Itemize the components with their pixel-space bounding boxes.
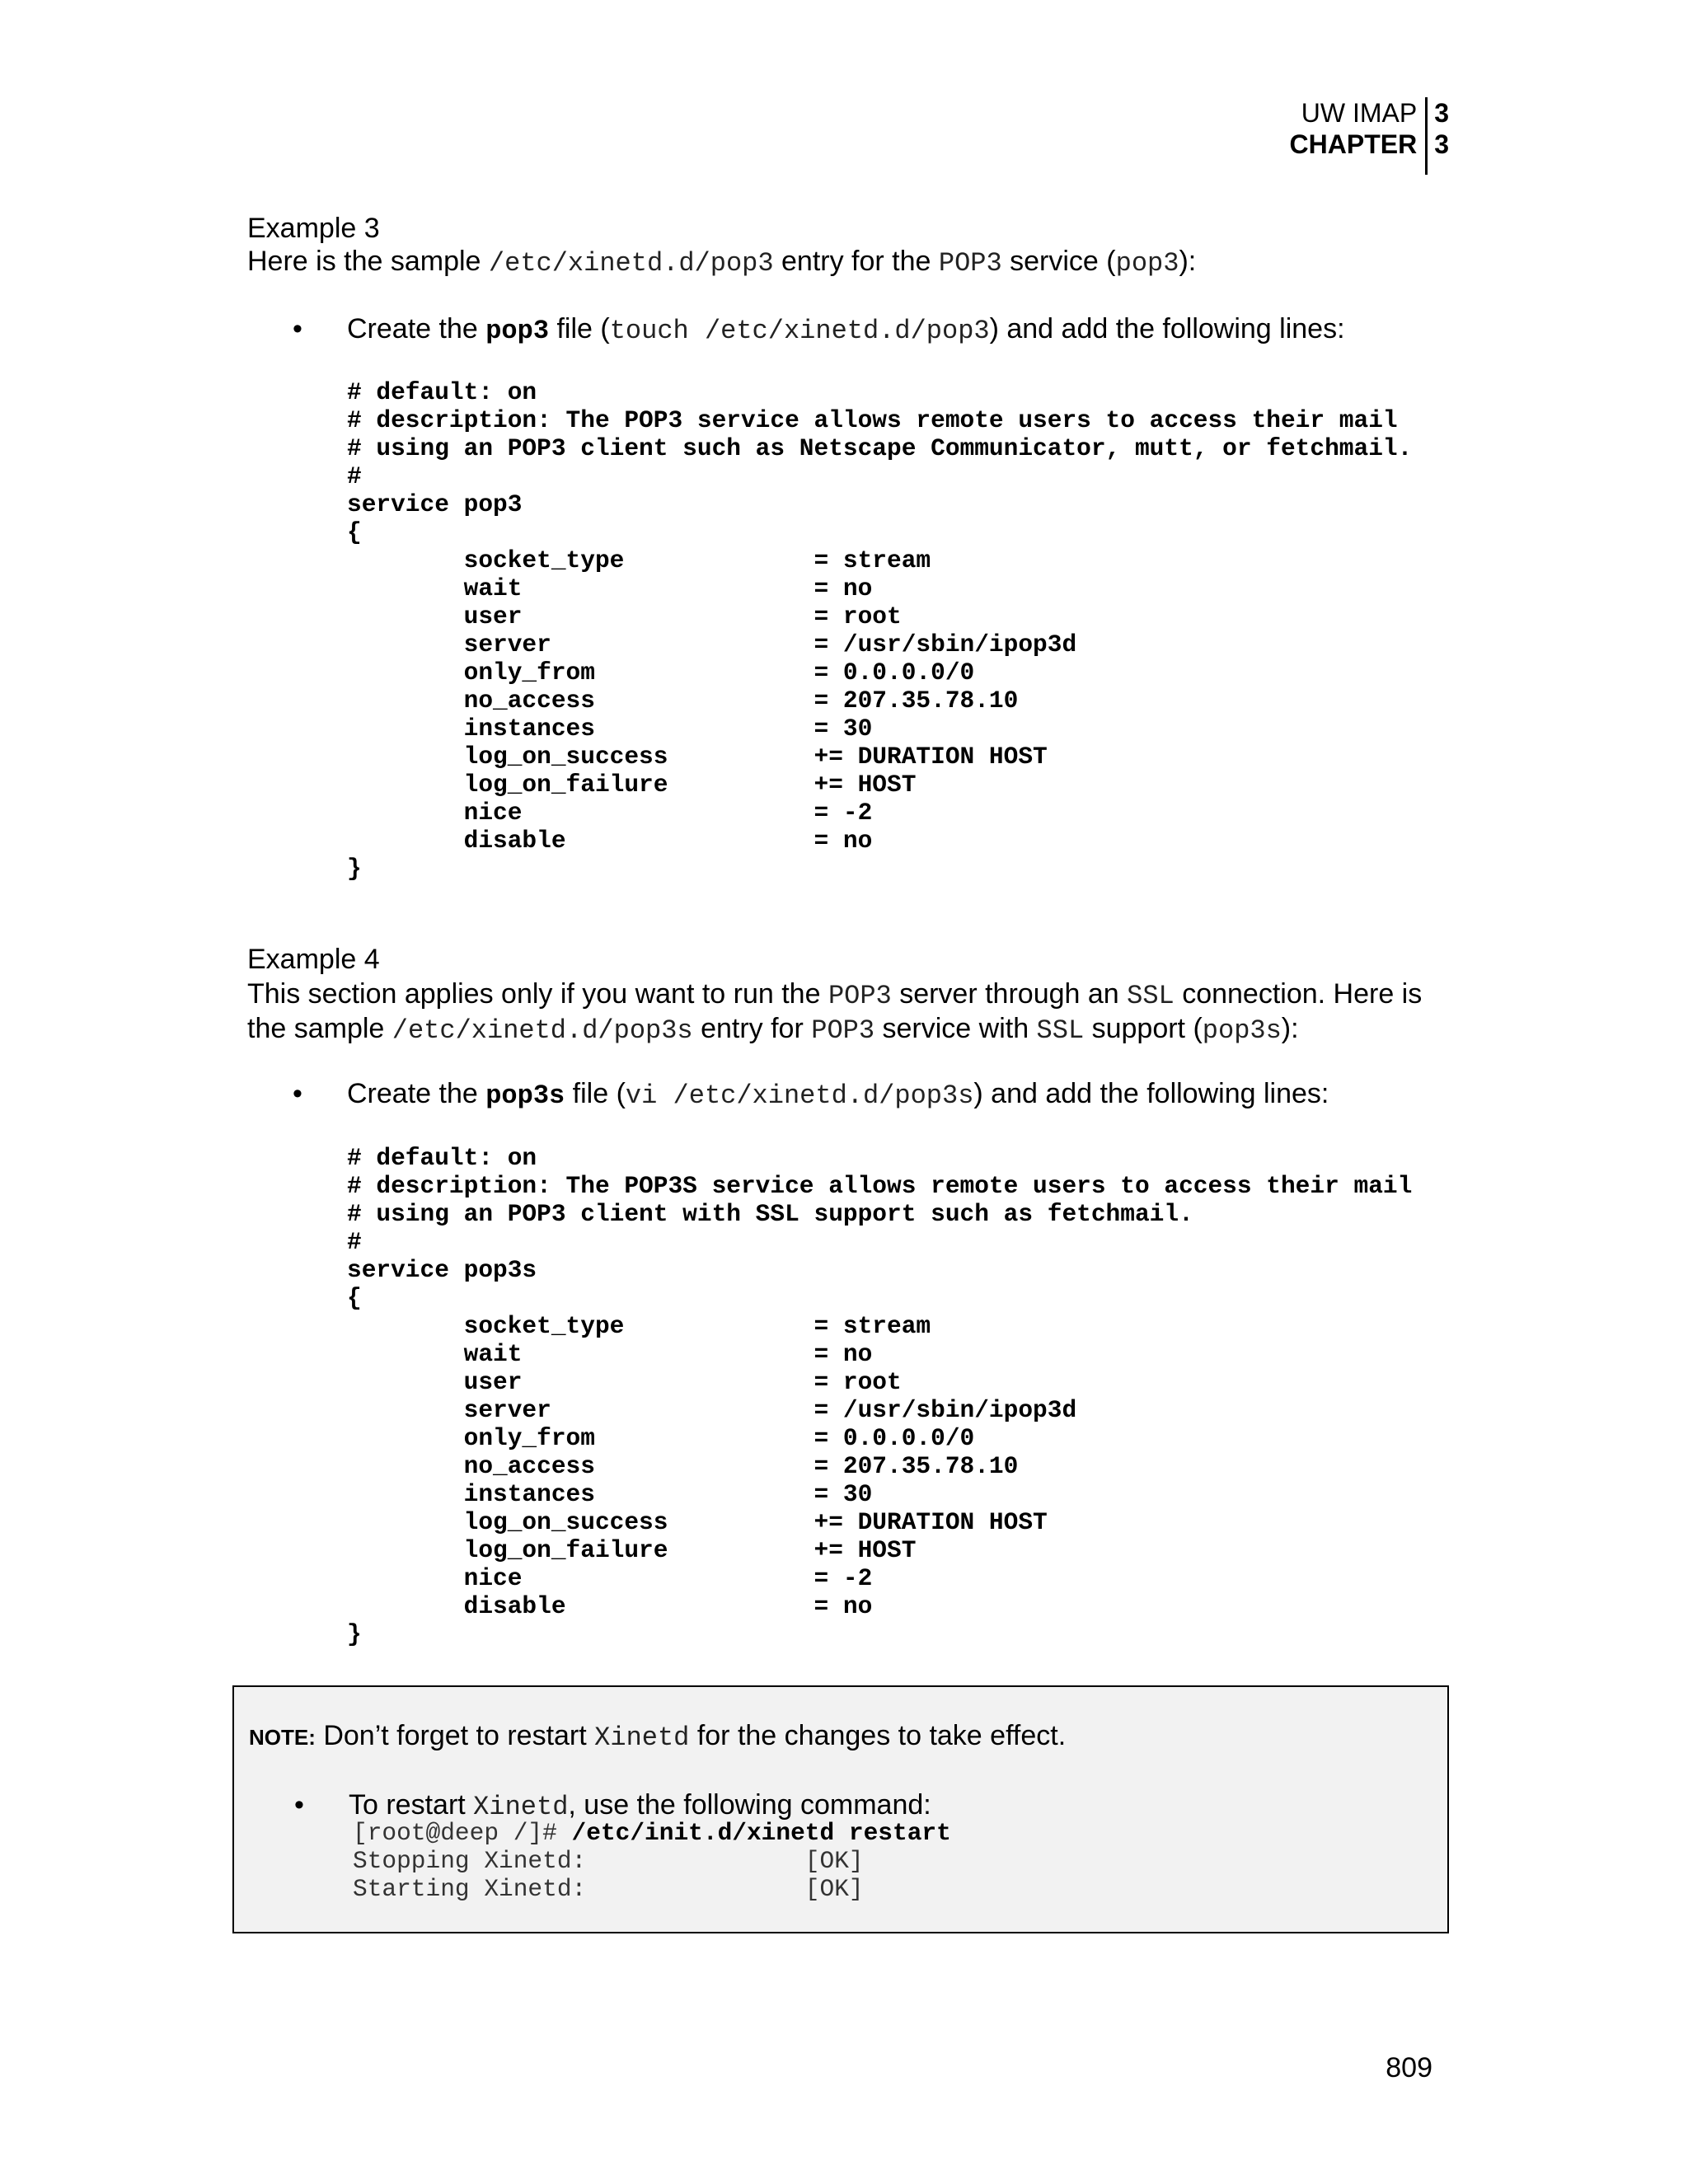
- file-name: pop3: [485, 316, 550, 346]
- bullet-icon: •: [293, 1078, 302, 1109]
- page-number: 809: [1386, 2052, 1432, 2083]
- code-name: pop3: [1115, 248, 1179, 279]
- example3-heading: Example 3: [247, 213, 380, 244]
- header-section-title: UW IMAP: [1301, 98, 1418, 128]
- example4-intro-line1: This section applies only if you want to run the POP3 server through an SSL connection. Here is: [247, 978, 1423, 1011]
- starting-line: Starting Xinetd: [OK]: [353, 1875, 864, 1903]
- code-path: /etc/xinetd.d/pop3: [488, 248, 774, 279]
- note-box: NOTE: Don’t forget to restart Xinetd for the changes to take effect. • To restart Xinetd, use the following command: [root@deep /]# /etc/init.d/xinetd restart Stopping Xinetd: [OK] Starting Xinetd: [OK]: [232, 1685, 1449, 1933]
- example3-code-block: # default: on # description: The POP3 service allows remote users to access their mail # using an POP3 client such as Netscape Communicator, mutt, or fetchmail. # service pop3 { socket_type = stream wait = no user = root server = /usr/sbin/ipop3d only_from = 0.0.0.0/0 no_access = 207.35.78.10 instances = 30 log_on_success += DURATION HOST log_on_failure += HOST nice = -2 disable = no }: [347, 378, 1413, 883]
- bullet-icon: •: [293, 313, 302, 344]
- restart-command: /etc/init.d/xinetd restart: [571, 1819, 951, 1847]
- header-chapter-label: CHAPTER: [1289, 129, 1418, 159]
- code-service: POP3: [938, 248, 1002, 279]
- shell-command: vi /etc/xinetd.d/pop3s: [625, 1080, 974, 1111]
- example4-code-block: # default: on # description: The POP3S service allows remote users to access their mail # using an POP3 client with SSL support such as fetchmail. # service pop3s { socket_type = stream wait = no user = root server = /usr/sbin/ipop3d only_from = 0.0.0.0/0 no_access = 207.35.78.10 instances = 30 log_on_success += DURATION HOST log_on_failure += HOST nice = -2 disable = no }: [347, 1144, 1413, 1648]
- example4-intro-line2: the sample /etc/xinetd.d/pop3s entry for POP3 service with SSL support (pop3s):: [247, 1013, 1299, 1046]
- file-name: pop3s: [485, 1080, 565, 1111]
- note-label: NOTE:: [249, 1725, 316, 1750]
- stopping-line: Stopping Xinetd: [OK]: [353, 1847, 864, 1875]
- example3-intro: Here is the sample /etc/xinetd.d/pop3 entry for the POP3 service (pop3):: [247, 246, 1197, 279]
- header-section-number: 3: [1434, 98, 1449, 128]
- running-header: [1290, 97, 1449, 175]
- example4-heading: Example 4: [247, 944, 380, 975]
- note-text: NOTE: Don’t forget to restart Xinetd for the changes to take effect.: [249, 1720, 1067, 1753]
- bullet-icon: •: [294, 1789, 304, 1821]
- shell-command: touch /etc/xinetd.d/pop3: [609, 316, 990, 346]
- shell-prompt: [root@deep /]#: [353, 1819, 572, 1847]
- document-page: UW IMAP CHAPTER 3 3 Example 3 Here is the sample /etc/xinetd.d/pop3 entry for the POP3 service (pop3): • Create the pop3 file (touch /etc/xinetd.d/pop3) and add the following lines: # default: on # description: The POP3 service allows remote users to access their mail # using an POP3 client such as Netscape Communicator, mutt, or fetchmail. # service pop3 { socket_type = stream wait = no user = root server = /usr/sbin/ipop3d only_from = 0.0.0.0/0 no_access = 207.35.78.10 instances = 30 log_on_success += DURATION HOST log_on_failure += HOST nice = -2 disable = no } Example 4 This section applies only if you want to run the POP3 server through an SSL connection. Here is the sample /etc/xinetd.d/pop3s entry for POP3 service with SSL support (pop3s): • Create the pop3s file (vi /etc/xinetd.d/pop3s) and add the following lines: # default: on # description: The POP3S service allows remote users to access their mail # using an POP3 client with SSL support such as fetchmail. # service pop3s { socket_type = stream wait = no user = root server = /usr/sbin/ipop3d only_from = 0.0.0.0/0 no_access = 207.35.78.10 instances = 30 log_on_success += DURATION HOST log_on_failure += HOST nice = -2 disable = no } NOTE: Don’t forget to restart Xinetd for the changes to take effect. • To restart Xinetd, use the following command: [root@deep /]# /etc/init.d/xinetd restart Stopping Xinetd: [OK] Starting Xinetd: [OK] 809: [0, 0, 1688, 2184]
- terminal-output: [353, 1819, 951, 1903]
- header-chapter-number: 3: [1434, 129, 1449, 159]
